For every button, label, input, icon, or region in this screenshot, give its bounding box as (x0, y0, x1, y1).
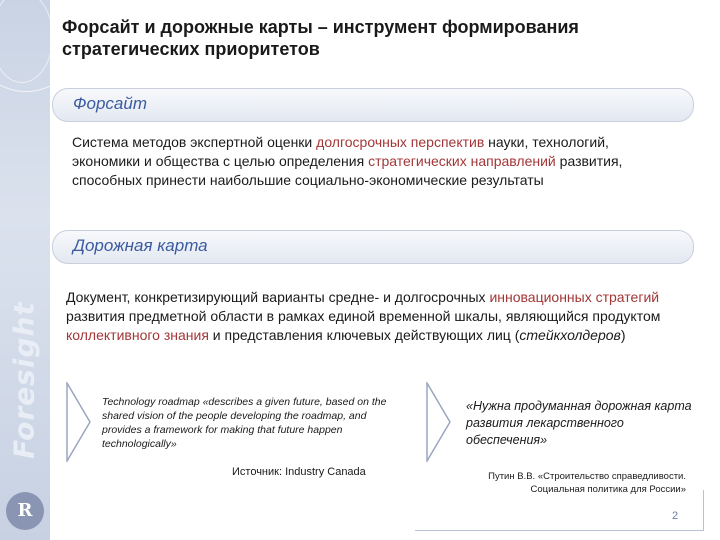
text-run: развития предметной области в рамках единой временной шкалы, являющийся продуктом (66, 308, 661, 324)
roadmap-definition (66, 288, 686, 345)
text-run: ) (620, 327, 626, 343)
quote-source-putin-line1: Путин В.В. «Строительство справедливости. (488, 471, 686, 482)
putin-quote: «Нужна продуманная дорожная карта развития лекарственного обеспечения» (466, 399, 692, 447)
quote-source-putin-line2: Социальная политика для России» (530, 484, 686, 495)
technology-roadmap-quote: Technology roadmap «describes a given future, based on the shared vision of the people developing the roadmap, and provides a framework for making that future happen technologically» (102, 396, 387, 450)
footer-divider (415, 490, 704, 531)
text-run: и представления ключевых действующих лиц ( (208, 327, 520, 343)
sidebar-foresight-word: Foresight (7, 301, 41, 459)
chevron-right-icon (66, 382, 92, 462)
text-run: развития, способных принести наибольшие социально-экономические результаты (72, 153, 623, 188)
foresight-band (52, 88, 694, 122)
highlighted-term: коллективного знания (66, 327, 209, 343)
highlighted-term: стратегических направлений (368, 153, 556, 169)
slide-title-line2: стратегических приоритетов (62, 39, 320, 59)
text-run: науки, технологий, экономики и общества с целью определения (72, 134, 609, 169)
slide-title (62, 16, 682, 60)
slide-title-line1: Форсайт и дорожные карты – инструмент формирования (62, 17, 579, 37)
text-run: Документ, конкретизирующий варианты средне- и долгосрочных (66, 289, 490, 305)
quote-source-industry-canada: Источник: Industry Canada (232, 466, 366, 478)
highlighted-term: инновационных стратегий (489, 289, 660, 305)
roadmap-band (52, 230, 694, 264)
sidebar-panel (0, 0, 50, 540)
foresight-definition (72, 133, 632, 190)
roadmap-band-label: Дорожная карта (73, 236, 208, 255)
foresight-band-label: Форсайт (73, 94, 147, 113)
highlighted-term: долгосрочных перспектив (316, 134, 485, 150)
text-run: Система методов экспертной оценки (72, 134, 317, 150)
page-number: 2 (672, 510, 679, 522)
text-run: стейкхолдеров (519, 327, 621, 343)
chevron-right-icon (426, 382, 452, 462)
logo: R (6, 492, 44, 530)
